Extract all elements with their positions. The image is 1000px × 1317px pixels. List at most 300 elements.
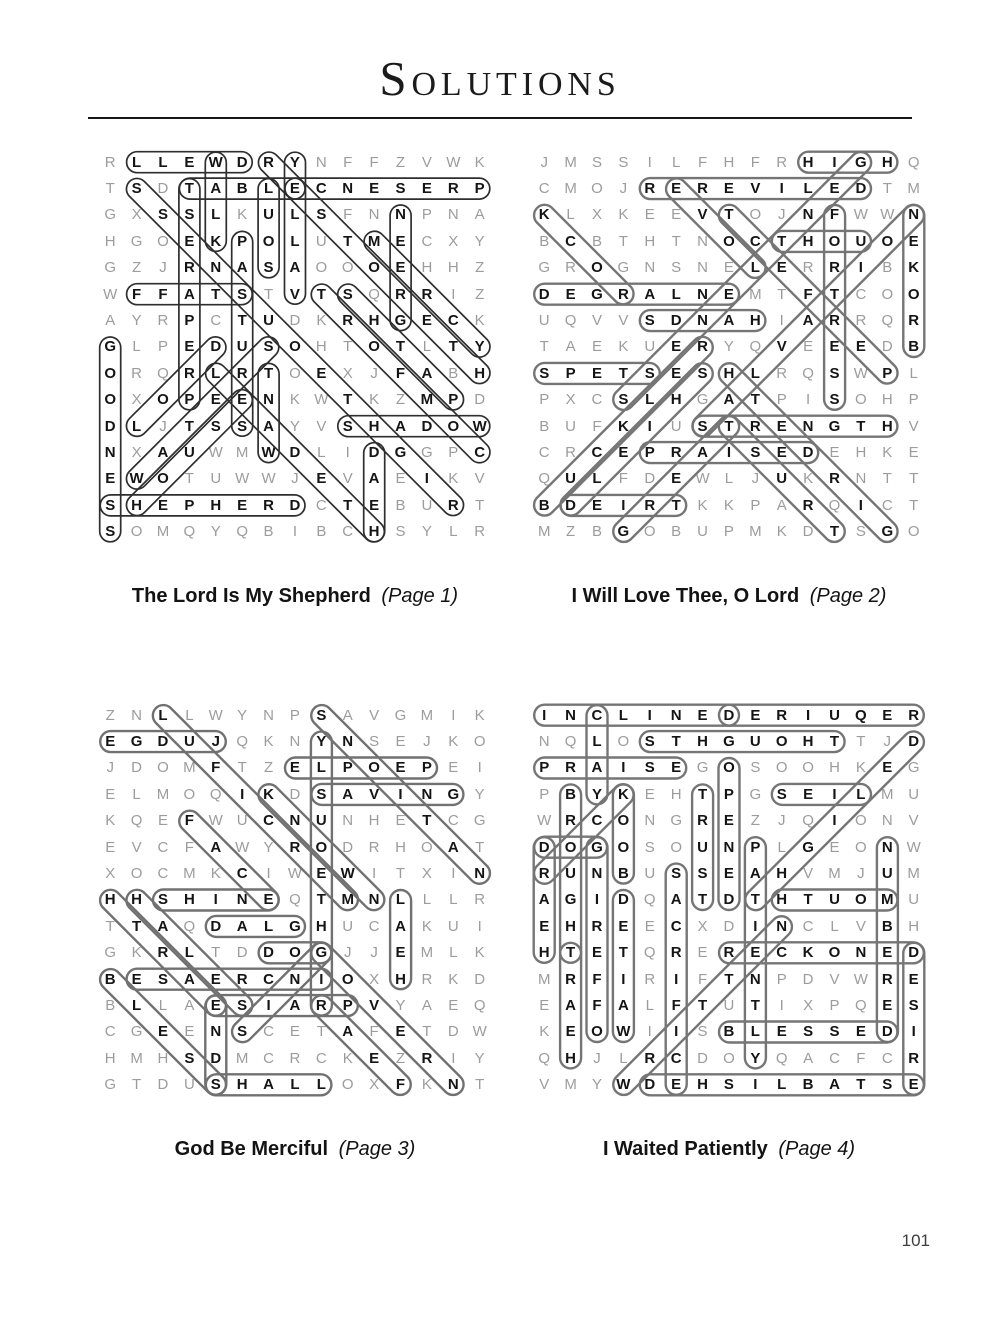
grid-letter: T (316, 891, 326, 909)
grid-letter: E (395, 944, 406, 962)
grid-letter: I (292, 523, 298, 541)
grid-letter: E (882, 996, 893, 1014)
grid-letter: K (210, 865, 221, 883)
grid-letter: R (591, 917, 603, 935)
grid-letter: X (342, 364, 353, 382)
page-number: 101 (901, 1231, 930, 1250)
grid-letter: L (263, 180, 274, 198)
grid-letter: M (420, 944, 434, 962)
grid-letter: M (367, 232, 381, 250)
grid-letter: Z (132, 259, 142, 277)
grid-letter: I (647, 153, 652, 171)
grid-letter: L (618, 706, 628, 724)
grid-letter: E (591, 944, 602, 962)
grid-letter: G (394, 312, 407, 330)
grid-letter: R (157, 944, 169, 962)
grid-letter: S (263, 259, 274, 277)
grid-letter: Q (643, 944, 656, 962)
grid-letter: O (368, 338, 380, 356)
grid-letter: O (591, 259, 603, 277)
grid-letter: R (395, 285, 406, 303)
grid-letter: W (340, 865, 355, 883)
grid-letter: S (184, 1049, 195, 1067)
grid-letter: N (104, 443, 116, 461)
grid-letter: R (474, 891, 486, 909)
grid-letter: N (881, 838, 893, 856)
grid-area (531, 702, 927, 1098)
grid-letter: A (157, 917, 169, 935)
grid-letter: P (750, 838, 761, 856)
grid-letter: S (697, 1023, 708, 1041)
grid-letter: O (591, 180, 603, 198)
grid-letter: P (723, 785, 734, 803)
grid-letter: K (369, 391, 380, 409)
grid-letter: E (723, 865, 734, 883)
grid-letter: Q (157, 364, 169, 382)
grid-letter: S (237, 417, 248, 435)
grid-letter: A (538, 891, 550, 909)
grid-letter: C (315, 1049, 327, 1067)
grid-letter: G (723, 733, 735, 751)
grid-letter: O (749, 206, 762, 224)
grid-letter: Y (474, 785, 485, 803)
grid-letter: E (565, 1023, 576, 1041)
grid-letter: R (183, 364, 195, 382)
grid-letter: T (724, 970, 734, 988)
grid-letter: X (131, 391, 142, 409)
grid-letter: F (803, 285, 813, 303)
grid-letter: Q (289, 891, 301, 909)
grid-letter: G (802, 838, 814, 856)
grid-letter: T (829, 523, 840, 541)
grid-letter: A (723, 312, 735, 330)
grid-letter: G (447, 785, 460, 803)
grid-letter: O (591, 1023, 603, 1041)
grid-letter: G (104, 1076, 117, 1094)
grid-letter: E (908, 1076, 919, 1094)
grid-letter: D (802, 970, 814, 988)
grid-letter: U (565, 865, 576, 883)
grid-letter: E (723, 180, 734, 198)
grid-letter: M (749, 285, 762, 303)
grid-letter: E (105, 470, 116, 488)
grid-letter: X (105, 865, 116, 883)
grid-letter: W (235, 838, 250, 856)
grid-letter: N (474, 865, 486, 883)
grid-letter: V (908, 812, 919, 830)
grid-letter: D (802, 523, 814, 541)
grid-letter: L (211, 206, 221, 224)
grid-letter: E (184, 153, 195, 171)
grid-letter: B (263, 523, 274, 541)
grid-letter: F (343, 153, 353, 171)
grid-letter: C (591, 706, 603, 724)
grid-letter: Q (236, 733, 248, 751)
grid-letter: L (803, 180, 813, 198)
grid-letter: I (240, 785, 245, 803)
grid-letter: J (777, 206, 786, 224)
grid-letter: S (342, 285, 353, 303)
grid-letter: E (618, 443, 629, 461)
grid-letter: M (881, 891, 894, 909)
grid-letter: J (159, 259, 167, 277)
grid-letter: R (565, 259, 576, 277)
grid-letter: C (591, 812, 603, 830)
puzzle-solution-1 (97, 149, 493, 607)
grid-letter: X (803, 996, 814, 1014)
grid-letter: Z (263, 759, 274, 777)
grid-letter: A (183, 970, 195, 988)
grid-letter: J (291, 470, 299, 488)
grid-letter: B (881, 917, 893, 935)
grid-letter: R (447, 180, 459, 198)
grid-letter: I (266, 996, 271, 1014)
grid-letter: H (447, 259, 459, 277)
grid-letter: Z (395, 153, 406, 171)
grid-letter: U (210, 470, 222, 488)
grid-letter: H (236, 1076, 248, 1094)
grid-letter: E (421, 312, 432, 330)
grid-letter: Y (723, 338, 734, 356)
grid-letter: L (158, 996, 168, 1014)
grid-letter: G (289, 917, 301, 935)
grid-letter: A (565, 996, 576, 1014)
grid-letter: H (210, 496, 222, 514)
grid-letter: F (395, 1076, 406, 1094)
grid-letter: O (855, 838, 867, 856)
grid-letter: V (539, 1076, 550, 1094)
grid-letter: W (208, 812, 223, 830)
grid-letter: L (830, 917, 839, 935)
grid-letter: E (105, 785, 116, 803)
grid-letter: H (104, 232, 116, 250)
grid-letter: O (564, 838, 577, 856)
grid-letter: J (540, 153, 548, 171)
grid-letter: H (421, 259, 433, 277)
grid-letter: R (776, 364, 788, 382)
grid-letter: J (159, 417, 167, 435)
grid-letter: P (776, 391, 787, 409)
grid-letter: A (421, 364, 433, 382)
grid-letter: D (210, 338, 222, 356)
grid-letter: Q (209, 785, 222, 803)
grid-letter: T (750, 391, 760, 409)
grid-letter: E (882, 706, 893, 724)
grid-letter: C (855, 285, 867, 303)
grid-letter: V (342, 470, 353, 488)
grid-letter: L (158, 706, 168, 724)
grid-letter: D (342, 838, 354, 856)
grid-letter: Y (474, 232, 485, 250)
grid-letter: P (539, 391, 550, 409)
grid-letter: U (315, 232, 327, 250)
grid-letter: R (908, 706, 920, 724)
grid-letter: B (105, 996, 116, 1014)
grid-letter: J (751, 470, 760, 488)
grid-letter: U (749, 733, 761, 751)
grid-letter: T (237, 759, 247, 777)
grid-letter: R (538, 865, 550, 883)
grid-letter: W (261, 443, 276, 461)
grid-letter: C (263, 812, 274, 830)
grid-letter: S (697, 417, 708, 435)
grid-letter: X (591, 206, 602, 224)
grid-letter: H (368, 312, 380, 330)
grid-letter: C (538, 443, 550, 461)
grid-letter: J (857, 865, 865, 883)
grid-letter: J (370, 364, 378, 382)
grid-letter: S (237, 1023, 248, 1041)
grid-letter: H (723, 153, 735, 171)
grid-letter: C (776, 944, 788, 962)
grid-letter: E (671, 180, 682, 198)
grid-letter: B (104, 970, 116, 988)
grid-letter: F (369, 1023, 379, 1041)
grid-letter: O (341, 259, 354, 277)
grid-letter: I (674, 970, 679, 988)
grid-letter: K (617, 417, 629, 435)
grid-letter: G (473, 812, 486, 830)
grid-letter: T (882, 470, 892, 488)
grid-letter: A (342, 706, 353, 724)
grid-letter: W (853, 206, 868, 224)
grid-letter: F (750, 153, 760, 171)
grid-letter: N (210, 259, 222, 277)
grid-letter: M (156, 785, 170, 803)
grid-letter: N (447, 206, 459, 224)
grid-letter: C (421, 232, 433, 250)
grid-letter: T (618, 232, 628, 250)
grid-letter: N (236, 891, 248, 909)
title-divider (88, 117, 912, 119)
grid-letter: E (908, 970, 919, 988)
grid-letter: S (157, 891, 168, 909)
grid-letter: N (802, 206, 814, 224)
grid-letter: N (368, 206, 380, 224)
grid-letter: N (670, 706, 682, 724)
grid-letter: L (671, 153, 681, 171)
grid-letter: U (829, 891, 840, 909)
grid-letter: L (750, 1023, 760, 1041)
grid-letter: T (882, 180, 892, 198)
grid-letter: Y (421, 523, 432, 541)
grid-letter: V (316, 417, 327, 435)
grid-letter: C (881, 496, 893, 514)
grid-letter: O (617, 733, 630, 751)
grid-letter: P (184, 496, 195, 514)
grid-letter: E (565, 285, 576, 303)
grid-letter: F (343, 206, 353, 224)
grid-letter: N (644, 259, 656, 277)
grid-letter: F (592, 970, 602, 988)
grid-letter: O (368, 259, 380, 277)
puzzle-caption-page: (Page 2) (809, 585, 887, 607)
grid-letter: E (644, 917, 655, 935)
grid-letter: M (130, 1049, 143, 1067)
grid-letter: M (235, 443, 249, 461)
grid-letter: F (671, 996, 681, 1014)
grid-letter: T (856, 417, 866, 435)
grid-letter: R (749, 417, 761, 435)
grid-letter: U (263, 312, 274, 330)
grid-letter: D (157, 733, 169, 751)
grid-letter: O (289, 338, 301, 356)
grid-letter: F (184, 812, 194, 830)
grid-letter: D (289, 785, 301, 803)
grid-letter: N (210, 1023, 222, 1041)
grid-letter: S (369, 733, 380, 751)
grid-letter: Y (237, 706, 248, 724)
grid-letter: L (158, 153, 168, 171)
grid-letter: S (750, 759, 761, 777)
grid-letter: H (315, 338, 327, 356)
grid-letter: I (858, 496, 863, 514)
grid-letter: P (421, 206, 432, 224)
grid-letter: E (671, 364, 682, 382)
grid-letter: Q (802, 812, 814, 830)
grid-letter: C (749, 232, 761, 250)
grid-letter: D (236, 153, 248, 171)
grid-letter: C (591, 443, 603, 461)
grid-letter: P (776, 970, 787, 988)
grid-letter: F (369, 153, 379, 171)
grid-letter: S (644, 733, 655, 751)
grid-letter: E (157, 1023, 168, 1041)
grid-letter: Q (236, 523, 248, 541)
grid-letter: G (749, 785, 762, 803)
grid-letter: R (474, 523, 486, 541)
grid-letter: P (421, 759, 432, 777)
grid-letter: S (803, 1023, 814, 1041)
grid-letter: R (421, 285, 433, 303)
grid-letter: X (369, 970, 380, 988)
grid-letter: O (855, 812, 867, 830)
grid-letter: E (776, 417, 787, 435)
grid-letter: H (104, 891, 116, 909)
grid-letter: D (421, 417, 433, 435)
grid-letter: K (474, 153, 485, 171)
grid-letter: E (131, 970, 142, 988)
grid-letter: D (104, 417, 116, 435)
grid-letter: C (263, 1049, 274, 1067)
grid-letter: G (104, 206, 117, 224)
word-search-grid (97, 702, 493, 1098)
grid-letter: T (343, 338, 353, 356)
grid-letter: R (829, 470, 840, 488)
grid-letter: A (670, 891, 682, 909)
grid-letter: R (802, 259, 814, 277)
grid-letter: I (398, 785, 403, 803)
grid-letter: M (235, 1049, 249, 1067)
grid-letter: Z (475, 259, 485, 277)
grid-letter: R (776, 153, 788, 171)
grid-letter: O (341, 970, 354, 988)
grid-letter: E (644, 206, 655, 224)
grid-letter: O (104, 391, 117, 409)
grid-letter: O (723, 232, 735, 250)
grid-letter: K (723, 496, 734, 514)
grid-letter: R (723, 944, 735, 962)
grid-letter: V (369, 996, 380, 1014)
grid-letter: E (263, 891, 274, 909)
grid-letter: T (671, 733, 681, 751)
grid-letter: T (475, 838, 485, 856)
grid-letter: I (621, 970, 626, 988)
grid-letter: W (208, 443, 223, 461)
grid-letter: D (644, 470, 656, 488)
grid-letter: E (539, 917, 550, 935)
grid-letter: T (184, 417, 194, 435)
grid-letter: I (594, 891, 600, 909)
grid-letter: R (157, 312, 169, 330)
grid-letter: L (750, 259, 760, 277)
puzzle-solution-4 (531, 702, 927, 1160)
grid-letter: G (591, 838, 603, 856)
grid-letter: S (644, 312, 655, 330)
grid-letter: B (671, 523, 682, 541)
grid-letter: R (342, 312, 354, 330)
grid-letter: T (132, 1076, 142, 1094)
grid-letter: E (591, 338, 602, 356)
grid-letter: B (236, 180, 248, 198)
grid-letter: P (342, 996, 353, 1014)
grid-letter: W (446, 153, 461, 171)
grid-letter: O (341, 1076, 354, 1094)
grid-letter: T (316, 1023, 326, 1041)
grid-letter: H (104, 1049, 116, 1067)
grid-letter: T (475, 496, 485, 514)
grid-letter: D (855, 180, 867, 198)
grid-letter: T (750, 996, 760, 1014)
grid-letter: J (883, 733, 892, 751)
grid-letter: U (829, 706, 840, 724)
grid-letter: E (776, 443, 787, 461)
grid-letter: S (644, 838, 655, 856)
grid-letter: E (671, 759, 682, 777)
grid-letter: Q (183, 523, 196, 541)
grid-letter: S (210, 1076, 221, 1094)
grid-letter: A (395, 917, 406, 935)
puzzle-caption-page: (Page 4) (778, 1138, 856, 1160)
grid-letter: L (750, 364, 760, 382)
grid-letter: E (395, 759, 406, 777)
puzzle-caption-title: I Will Love Thee, O Lord (571, 585, 800, 607)
grid-letter: M (907, 865, 920, 883)
grid-letter: I (477, 917, 482, 935)
grid-letter: D (565, 496, 576, 514)
grid-letter: S (776, 785, 787, 803)
grid-letter: K (105, 812, 116, 830)
grid-letter: S (829, 1023, 840, 1041)
grid-letter: R (670, 443, 682, 461)
grid-letter: U (236, 812, 248, 830)
grid-letter: L (449, 891, 458, 909)
puzzle-caption-page: (Page 3) (338, 1138, 416, 1160)
grid-letter: D (538, 838, 550, 856)
grid-letter: M (420, 706, 434, 724)
grid-letter: N (802, 417, 814, 435)
grid-letter: T (184, 470, 194, 488)
grid-letter: J (619, 180, 628, 198)
grid-letter: V (369, 785, 380, 803)
grid-letter: O (907, 523, 920, 541)
grid-letter: W (616, 1023, 631, 1041)
grid-letter: X (448, 232, 459, 250)
grid-letter: R (829, 312, 840, 330)
grid-letter: J (106, 759, 114, 777)
grid-letter: L (185, 706, 194, 724)
grid-letter: E (750, 944, 761, 962)
